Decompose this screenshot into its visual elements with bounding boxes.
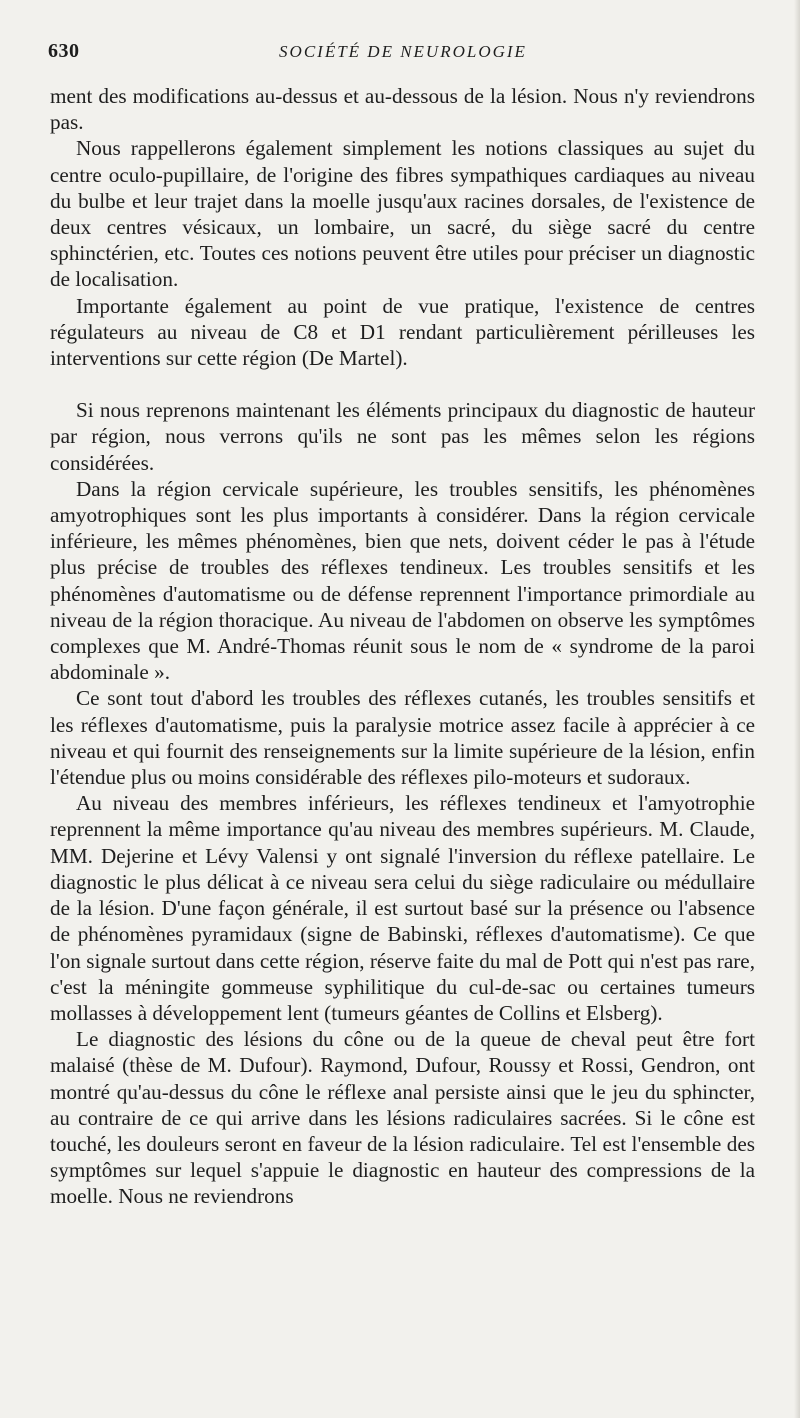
paragraph: Si nous reprenons maintenant les éléments principaux du diagnostic de hauteur par région, nous verrons qu'ils ne sont pas les mêmes selon les régions considérées. (50, 398, 755, 475)
page-number: 630 (48, 40, 80, 62)
paragraph: Le diagnostic des lésions du cône ou de la queue de cheval peut être fort malaisé (thèse de M. Dufour). Raymond, Dufour, Roussy et Rossi, Gendron, ont montré qu'au-dessus du cône le réflexe anal persiste ainsi que le jeu du sphincter, au contraire de ce qui arrive dans les lésions radiculaires sacrées. Si le cône est touché, les douleurs seront en faveur de la lésion radiculaire. Tel est l'ensemble des symptômes sur lequel s'appuie le diagnostic en hauteur des compressions de la moelle. Nous ne reviendrons (50, 1027, 755, 1209)
paragraph: Nous rappellerons également simplement les notions classiques au sujet du centre oculo-pupillaire, de l'origine des fibres sympathiques cardiaques au niveau du bulbe et leur trajet dans la moelle jusqu'aux racines dorsales, de l'existence de deux centres vésicaux, un lombaire, un sacré, du siège sacré du centre sphinctérien, etc. Toutes ces notions peuvent être utiles pour préciser un diagnostic de localisation. (50, 136, 755, 292)
body-text (50, 83, 755, 1210)
paragraph: Dans la région cervicale supérieure, les troubles sensitifs, les phénomènes amyotrophiques sont les plus importants à considérer. Dans la région cervicale inférieure, les mêmes phénomènes, bien que nets, doivent céder le pas à l'étude plus précise de troubles des réflexes tendineux. Les troubles sensitifs et les phénomènes d'automatisme ou de défense reprennent l'importance primordiale au niveau de la région thoracique. Au niveau de l'abdomen on observe les symptômes complexes que M. André-Thomas réunit sous le nom de « syndrome de la paroi abdominale ». (50, 476, 755, 685)
paragraph: Ce sont tout d'abord les troubles des réflexes cutanés, les troubles sensitifs et les réflexes d'automatisme, puis la paralysie motrice assez facile à apprécier à ce niveau et qui fournit des renseignements sur la limite supérieure de la lésion, enfin l'étendue plus ou moins considérable des réflexes pilo-moteurs et sudoraux. (50, 686, 755, 790)
running-head: SOCIÉTÉ DE NEUROLOGIE (279, 42, 527, 61)
page-header (48, 40, 758, 70)
paragraph: Au niveau des membres inférieurs, les réflexes tendineux et l'amyotrophie reprennent la même importance qu'au niveau des membres supérieurs. M. Claude, MM. Dejerine et Lévy Valensi y ont signalé l'inversion du réflexe patellaire. Le diagnostic le plus délicat à ce niveau sera celui du siège radiculaire ou médullaire de la lésion. D'une façon générale, il est surtout basé sur la présence ou l'absence de phénomènes pyramidaux (signe de Babinski, réflexes d'automatisme). Ce que l'on signale surtout dans cette région, réserve faite du mal de Pott qui n'est pas rare, c'est la méningite gommeuse syphilitique du cul-de-sac ou certaines tumeurs mollasses à développement lent (tumeurs géantes de Collins et Elsberg). (50, 791, 755, 1025)
paragraph: Importante également au point de vue pratique, l'existence de centres régulateurs au niveau de C8 et D1 rendant particulièrement périlleuses les interventions sur cette région (De Martel). (50, 293, 755, 371)
paragraph: ment des modifications au-dessus et au-dessous de la lésion. Nous n'y reviendrons pas. (50, 84, 755, 135)
page-edge-shadow (794, 0, 800, 1418)
